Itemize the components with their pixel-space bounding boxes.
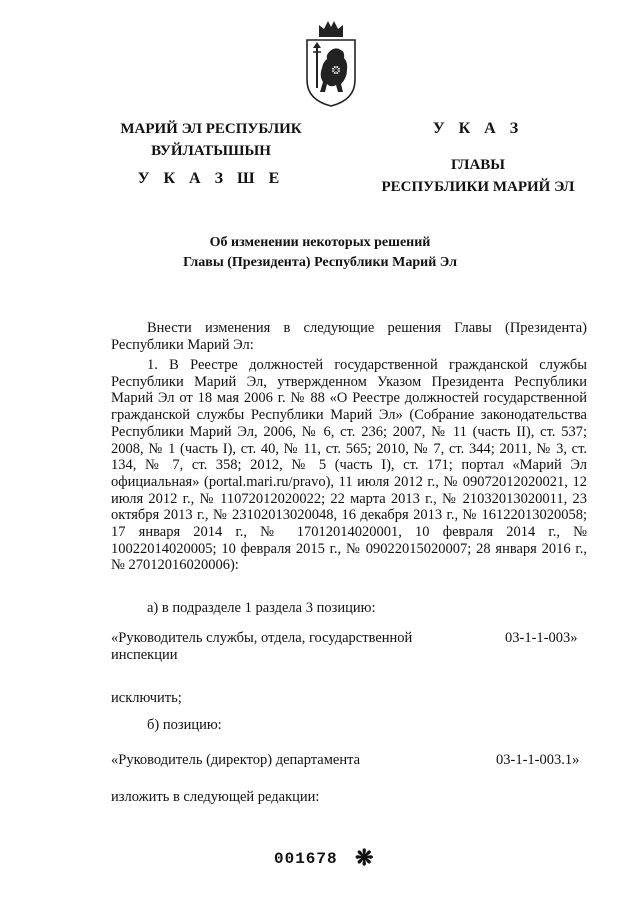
star-mark-icon: ❋: [355, 845, 374, 870]
right-header-line2: ГЛАВЫ: [450, 157, 506, 173]
intro-paragraph: [111, 320, 587, 353]
subitem-a: а) в подразделе 1 раздела 3 позицию:: [147, 600, 376, 616]
coat-of-arms-icon: [303, 18, 359, 108]
right-header: [360, 118, 596, 198]
position-quote-a: «Руководитель службы, отдела, государственной инспекции: [111, 630, 413, 663]
exclude-text: исключить;: [111, 690, 182, 706]
intro-text: Внести изменения в следующие решения Главы (Президента) Республики Марий Эл:: [111, 320, 587, 353]
title-line1: Об изменении некоторых решений: [209, 235, 431, 250]
subitem-b: б) позицию:: [147, 717, 222, 733]
left-header: [96, 118, 326, 190]
left-header-line1: МАРИЙ ЭЛ РЕСПУБЛИК: [120, 121, 302, 137]
state-text: изложить в следующей редакции:: [111, 789, 320, 805]
item-1-paragraph: 1. В Реестре должностей государственной гражданской службы Республики Марий Эл, утвержденном Указом Президента Республики Марий Эл от 18 мая 2006 г. № 88 «О Реестре должностей государственной гражданской службы Республики Марий Эл» (Собрание законодательства Республики Марий Эл, 2006, № 6, ст. 236; 2007, № 11 (часть II), ст. 537; 2008, № 1 (часть I), ст. 40, № 11, ст. 565; 2010, № 7, ст. 344; 2011, № 3, ст. 134, № 7, ст. 358; 2012, № 5 (часть I), ст. 171; портал «Марий Эл официальная» (portal.mari.ru/pravo), 11 июля 2012 г., № 09072012020021, 12 июля 2012 г., № 11072012020022; 22 марта 2013 г., № 21032013020011, 23 октября 2013 г., № 23102013020048, 16 декабря 2013 г., № 16122013020058; 17 января 2014 г., № 17012014020001, 10 февраля 2014 г., № 10022014020005; 10 февраля 2015 г., № 09022015020007; 28 января 2016 г., № 27012016020006):: [111, 357, 587, 574]
position-quote-b: «Руководитель (директор) департамента: [111, 752, 361, 768]
position-code-a: 03-1-1-003»: [505, 630, 578, 646]
title-line2: Главы (Президента) Республики Марий Эл: [183, 255, 457, 270]
left-header-line3: У К А З Ш Е: [137, 170, 285, 187]
document-title: [110, 233, 530, 273]
right-header-line1: У К А З: [432, 120, 524, 137]
document-number: 001678: [274, 850, 338, 868]
right-header-line3: РЕСПУБЛИКИ МАРИЙ ЭЛ: [381, 179, 575, 195]
position-code-b: 03-1-1-003.1»: [496, 752, 580, 768]
left-header-line2: ВУЙЛАТЫШЫН: [151, 143, 271, 159]
